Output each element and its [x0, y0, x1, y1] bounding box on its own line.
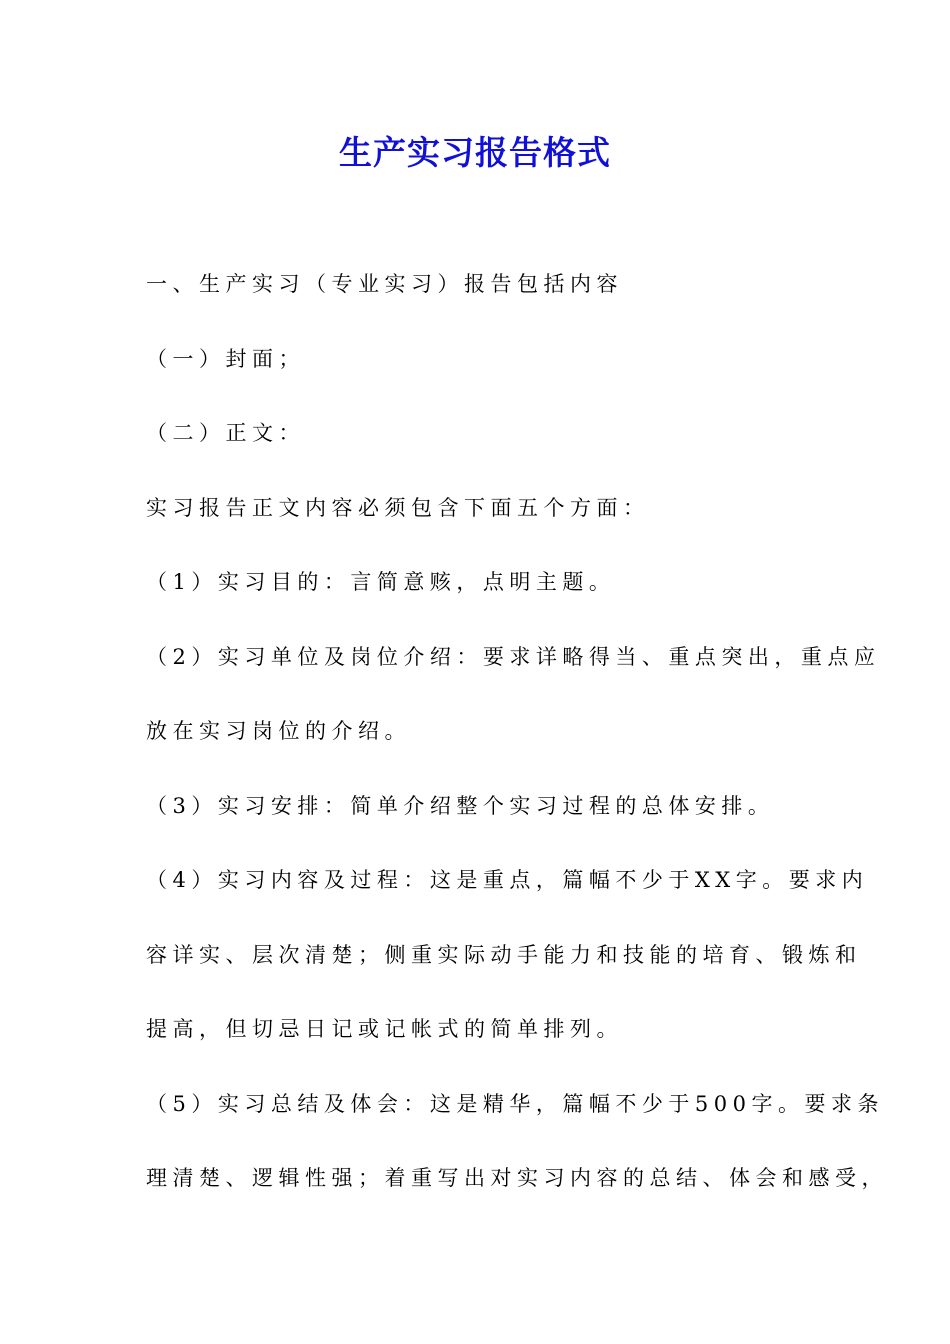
- item-content-process-cont-1: 容详实、层次清楚；侧重实际动手能力和技能的培育、锻炼和: [146, 942, 862, 967]
- item-arrangement: （3）实习安排：简单介绍整个实习过程的总体安排。: [146, 793, 775, 818]
- item-cover: （一）封面；: [146, 346, 305, 371]
- item-content-process: （4）实习内容及过程：这是重点，篇幅不少于XX字。要求内: [146, 868, 869, 892]
- item-summary-cont: 理清楚、逻辑性强；着重写出对实习内容的总结、体会和感受，: [146, 1166, 888, 1190]
- item-main-text: （二）正文：: [146, 421, 305, 445]
- item-content-process-cont-2: 提高，但切忌日记或记帐式的简单排列。: [146, 1017, 623, 1041]
- paragraph-intro: 实习报告正文内容必须包含下面五个方面：: [146, 495, 650, 520]
- page-title: 生产实习报告格式: [339, 133, 611, 172]
- item-summary: （5）实习总结及体会：这是精华，篇幅不少于500字。要求条: [146, 1091, 884, 1116]
- item-unit-intro-cont: 放在实习岗位的介绍。: [146, 719, 411, 743]
- section-heading-contents: 一、生产实习（专业实习）报告包括内容: [146, 272, 623, 296]
- item-unit-intro: （2）实习单位及岗位介绍：要求详略得当、重点突出，重点应: [146, 644, 881, 669]
- item-purpose: （1）实习目的：言简意赅，点明主题。: [146, 570, 616, 594]
- document-body: [146, 266, 888, 1235]
